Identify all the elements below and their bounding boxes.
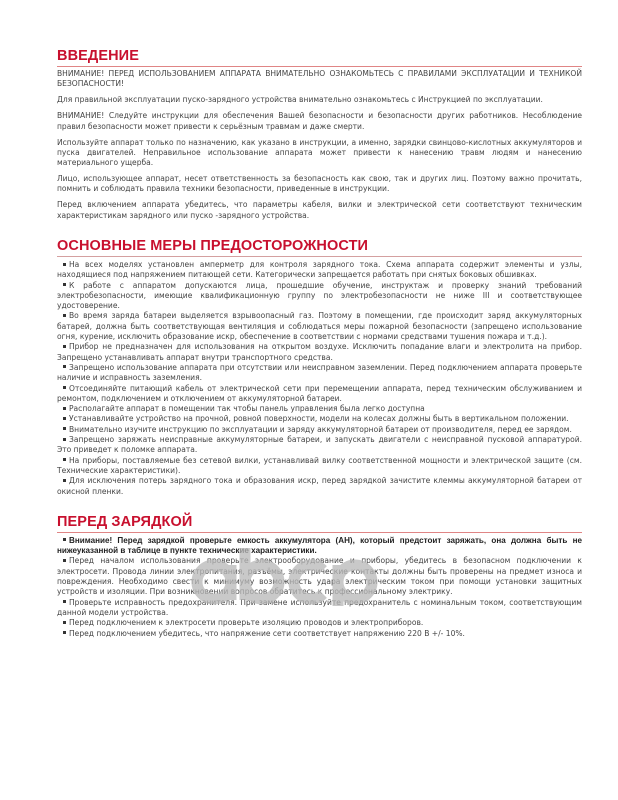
section-precautions — [57, 238, 582, 497]
list-item: Располагайте аппарат в помещении так чтобы панель управления была легко доступна — [57, 404, 582, 414]
list-item: На всех моделях установлен амперметр для контроля зарядного тока. Схема аппарата содержит элементы и узлы, находящиеся под напряжением питающей сети. Категорически запрещается работать при снятых боковых обшивках. — [57, 260, 582, 280]
bullet-list — [57, 260, 582, 497]
bullet-icon — [63, 365, 66, 368]
section-title: ВВЕДЕНИЕ — [57, 48, 582, 67]
bullet-icon — [63, 631, 66, 634]
list-item: Перед подключением к электросети проверьте изоляцию проводов и электроприборов. — [57, 618, 582, 628]
paragraph: Лицо, использующее аппарат, несет ответственность за безопасность как свою, так и других лиц. Поэтому важно прочитать, помнить и соблюдать правила техники безопасности, приведенные в инструкции. — [57, 174, 582, 194]
bullet-icon — [63, 438, 66, 441]
bullet-icon — [63, 283, 66, 286]
bullet-icon — [63, 458, 66, 461]
list-item: Для исключения потерь зарядного тока и образования искр, перед зарядкой зачистите клеммы аккумуляторной батареи от окисной пленки. — [57, 476, 582, 496]
paragraph: ВНИМАНИЕ! ПЕРЕД ИСПОЛЬЗОВАНИЕМ АППАРАТА ВНИМАТЕЛЬНО ОЗНАКОМЬТЕСЬ С ПРАВИЛАМИ ЭКСПЛУАТАЦИИ И ТЕХНИКОЙ БЕЗОПАСНОСТИ! — [57, 69, 582, 89]
list-item: Прибор не предназначен для использования на открытом воздухе. Исключить попадание влаги и электролита на прибор. Запрещено устанавливать аппарат внутри транспортного средства. — [57, 342, 582, 362]
bullet-icon — [63, 386, 66, 389]
bullet-icon — [63, 345, 66, 348]
list-item: Запрещено заряжать неисправные аккумуляторные батареи, и запускать двигатели с неисправной пусковой аппаратурой. Это приведет к поломке аппарата. — [57, 435, 582, 455]
list-item: Проверьте исправность предохранителя. При замене используйте предохранитель с номинальным током, соответствующим данной модели устройства. — [57, 597, 582, 617]
bullet-icon — [63, 417, 66, 420]
paragraph: ВНИМАНИЕ! Следуйте инструкции для обеспечения Вашей безопасности и безопасности других работников. Несоблюдение правил безопасности может привести к серьёзным травмам и даже смерти. — [57, 111, 582, 131]
section-title: ОСНОВНЫЕ МЕРЫ ПРЕДОСТОРОЖНОСТИ — [57, 238, 582, 257]
section-before-charging — [57, 514, 582, 639]
list-item: Во время заряда батареи выделяется взрывоопасный газ. Поэтому в помещении, где происходит заряд аккумуляторных батарей, должна быть соответствующая вентиляция и соблюдаться меры пожарной безопасности (запрещено использование огня, курение, исключить образование искр, обеспечение в соответствии с нормами средствами тушения пожара и т.д.). — [57, 311, 582, 342]
paragraph: Перед включением аппарата убедитесь, что параметры кабеля, вилки и электрической сети соответствуют техническим характеристикам зарядного или пуско -зарядного устройства. — [57, 200, 582, 220]
list-item-warning: Внимание! Перед зарядкой проверьте емкость аккумулятора (АН), который предстоит заряжать, она должна быть не нижеуказанной в таблице в пункте технические характеристики. — [57, 535, 582, 556]
bullet-icon — [63, 479, 66, 482]
list-item: Устанавливайте устройство на прочной, ровной поверхности, модели на колесах должны быть в вертикальном положении. — [57, 414, 582, 424]
bullet-icon — [63, 538, 66, 541]
section-title: ПЕРЕД ЗАРЯДКОЙ — [57, 514, 582, 533]
bullet-icon — [63, 314, 66, 317]
bullet-icon — [63, 600, 66, 603]
bullet-icon — [63, 621, 66, 624]
bullet-icon — [63, 559, 66, 562]
list-item: Отсоединяйте питающий кабель от электрической сети при перемещении аппарата, перед техническим обслуживанием и ремонтом, подключением и отключением от аккумуляторной батареи. — [57, 383, 582, 403]
list-item: Внимательно изучите инструкцию по эксплуатации и заряду аккумуляторной батареи от производителя, перед ее зарядом. — [57, 425, 582, 435]
section-introduction — [57, 48, 582, 221]
bullet-icon — [63, 427, 66, 430]
paragraph: Используйте аппарат только по назначению, как указано в инструкции, а именно, зарядки свинцово-кислотных аккумуляторов и пуска двигателей. Неправильное использование аппарата может привести к нанесению травм людям и нанесению материального ущерба. — [57, 137, 582, 168]
document-page — [57, 48, 582, 639]
bullet-icon — [63, 407, 66, 410]
bullet-icon — [63, 263, 66, 266]
list-item: Перед началом использования проверьте электрооборудование и приборы, убедитесь в безопасном подключении к электросети. Провода линии электропитания, разъёмы, электрические контакты должны быть проверены на предмет износа и повреждения. Необходимо свести к минимуму возможность удара электрическим током при помощи установки защитных устройств и изоляции. При возникновении вопросов обратитесь к профессиональному электрику. — [57, 556, 582, 597]
list-item: На приборы, поставляемые без сетевой вилки, устанавливай вилку соответственной мощности и электрической защите (см. Технические характеристики). — [57, 455, 582, 475]
list-item: К работе с аппаратом допускаются лица, прошедшие обучение, инструктаж и проверку знаний требований электробезопасности, имеющие квалификационную группу по электробезопасности не ниже III и соответствующее удостоверение. — [57, 280, 582, 311]
list-item: Перед подключением убедитесь, что напряжение сети соответствует напряжению 220 В +/- 10%. — [57, 629, 582, 639]
bullet-list — [57, 536, 582, 639]
paragraph: Для правильной эксплуатации пуско-зарядного устройства внимательно ознакомьтесь с Инструкцией по эксплуатации. — [57, 95, 543, 105]
list-item: Запрещено использование аппарата при отсутствии или неисправном заземлении. Перед подключением аппарата проверьте наличие и исправность заземления. — [57, 362, 582, 383]
